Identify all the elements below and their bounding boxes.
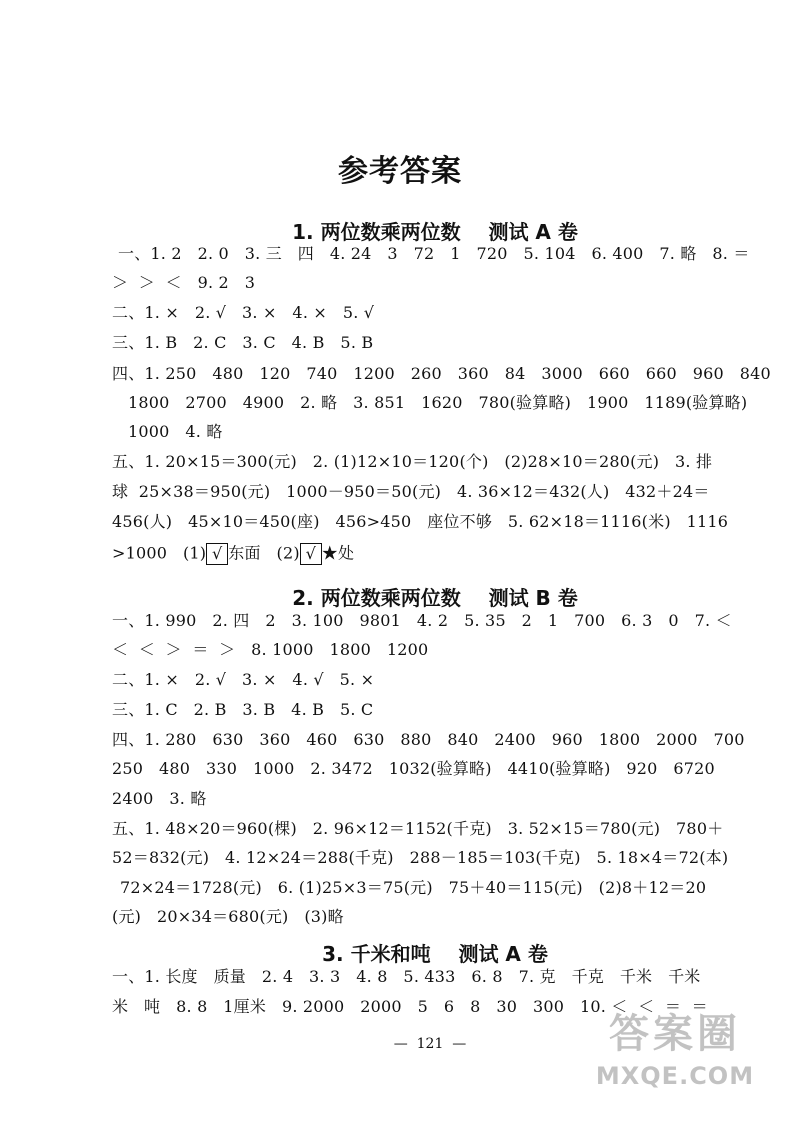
answer-line: 72×24＝1728(元) 6. (1)25×3＝75(元) 75＋40＝115(元) (2)8＋12＝20	[120, 878, 707, 897]
answer-line: 456(人) 45×10＝450(座) 456>450 座位不够 5. 62×18＝1116(米) 1116	[112, 512, 729, 531]
check-box-icon: √	[206, 543, 228, 565]
answer-line: 二、1. × 2. √ 3. × 4. √ 5. ×	[112, 670, 375, 689]
section-title-1: 1. 两位数乘两位数 测试 A 卷	[292, 220, 578, 244]
answer-line: 一、1. 长度 质量 2. 4 3. 3 4. 8 5. 433 6. 8 7. 克 千克 千米 千米	[112, 967, 701, 986]
page-title: 参考答案	[338, 154, 462, 189]
answer-line: 三、1. B 2. C 3. C 4. B 5. B	[112, 333, 374, 352]
answer-text: 东面 (2)	[228, 543, 300, 563]
answer-line-with-checkboxes	[112, 543, 354, 565]
answer-line: 一、1. 2 2. 0 3. 三 四 4. 24 3 72 1 720 5. 104 6. 400 7. 略 8. ＝	[118, 244, 750, 263]
answer-line: ＞ ＞ ＜ 9. 2 3	[112, 273, 256, 292]
section-title-3: 3. 千米和吨 测试 A 卷	[322, 942, 548, 966]
watermark-url: MXQE.COM	[595, 1062, 755, 1090]
answer-line: 二、1. × 2. √ 3. × 4. × 5. √	[112, 303, 375, 322]
answer-line: 1000 4. 略	[128, 422, 223, 441]
watermark-logo	[580, 1008, 770, 1108]
watermark-text: 答案圈	[609, 1011, 741, 1057]
answer-line: 1800 2700 4900 2. 略 3. 851 1620 780(验算略) 1900 1189(验算略)	[128, 393, 748, 412]
answer-line: 五、1. 48×20＝960(棵) 2. 96×12＝1152(千克) 3. 52×15＝780(元) 780＋	[112, 819, 724, 838]
answer-line: 米 吨 8. 8 1厘米 9. 2000 2000 5 6 8 30 300 10. ＜ ＜ ＝ ＝	[112, 997, 708, 1016]
page-number: — 121 —	[393, 1036, 467, 1052]
answer-line: 四、1. 280 630 360 460 630 880 840 2400 960 1800 2000 700	[112, 730, 745, 749]
section-title-2: 2. 两位数乘两位数 测试 B 卷	[292, 586, 578, 610]
answer-line: 球 25×38＝950(元) 1000－950＝50(元) 4. 36×12＝432(人) 432＋24＝	[112, 482, 710, 501]
answer-line: 四、1. 250 480 120 740 1200 260 360 84 3000 660 660 960 840	[112, 364, 771, 383]
answer-text: ★处	[321, 543, 355, 563]
answer-line: (元) 20×34＝680(元) (3)略	[112, 907, 344, 926]
answer-text: >1000 (1)	[112, 543, 207, 563]
answer-line: 2400 3. 略	[112, 789, 207, 808]
answer-line: 250 480 330 1000 2. 3472 1032(验算略) 4410(验算略) 920 6720	[112, 759, 715, 778]
answer-line: ＜ ＜ ＞ ＝ ＞ 8. 1000 1800 1200	[112, 640, 429, 659]
answer-line: 52＝832(元) 4. 12×24＝288(千克) 288－185＝103(千克) 5. 18×4＝72(本)	[112, 848, 729, 867]
answer-line: 五、1. 20×15＝300(元) 2. (1)12×10＝120(个) (2)28×10＝280(元) 3. 排	[112, 452, 713, 471]
check-box-icon: √	[300, 543, 322, 565]
answer-line: 三、1. C 2. B 3. B 4. B 5. C	[112, 700, 374, 719]
answer-line: 一、1. 990 2. 四 2 3. 100 9801 4. 2 5. 35 2 1 700 6. 3 0 7. ＜	[112, 611, 732, 630]
